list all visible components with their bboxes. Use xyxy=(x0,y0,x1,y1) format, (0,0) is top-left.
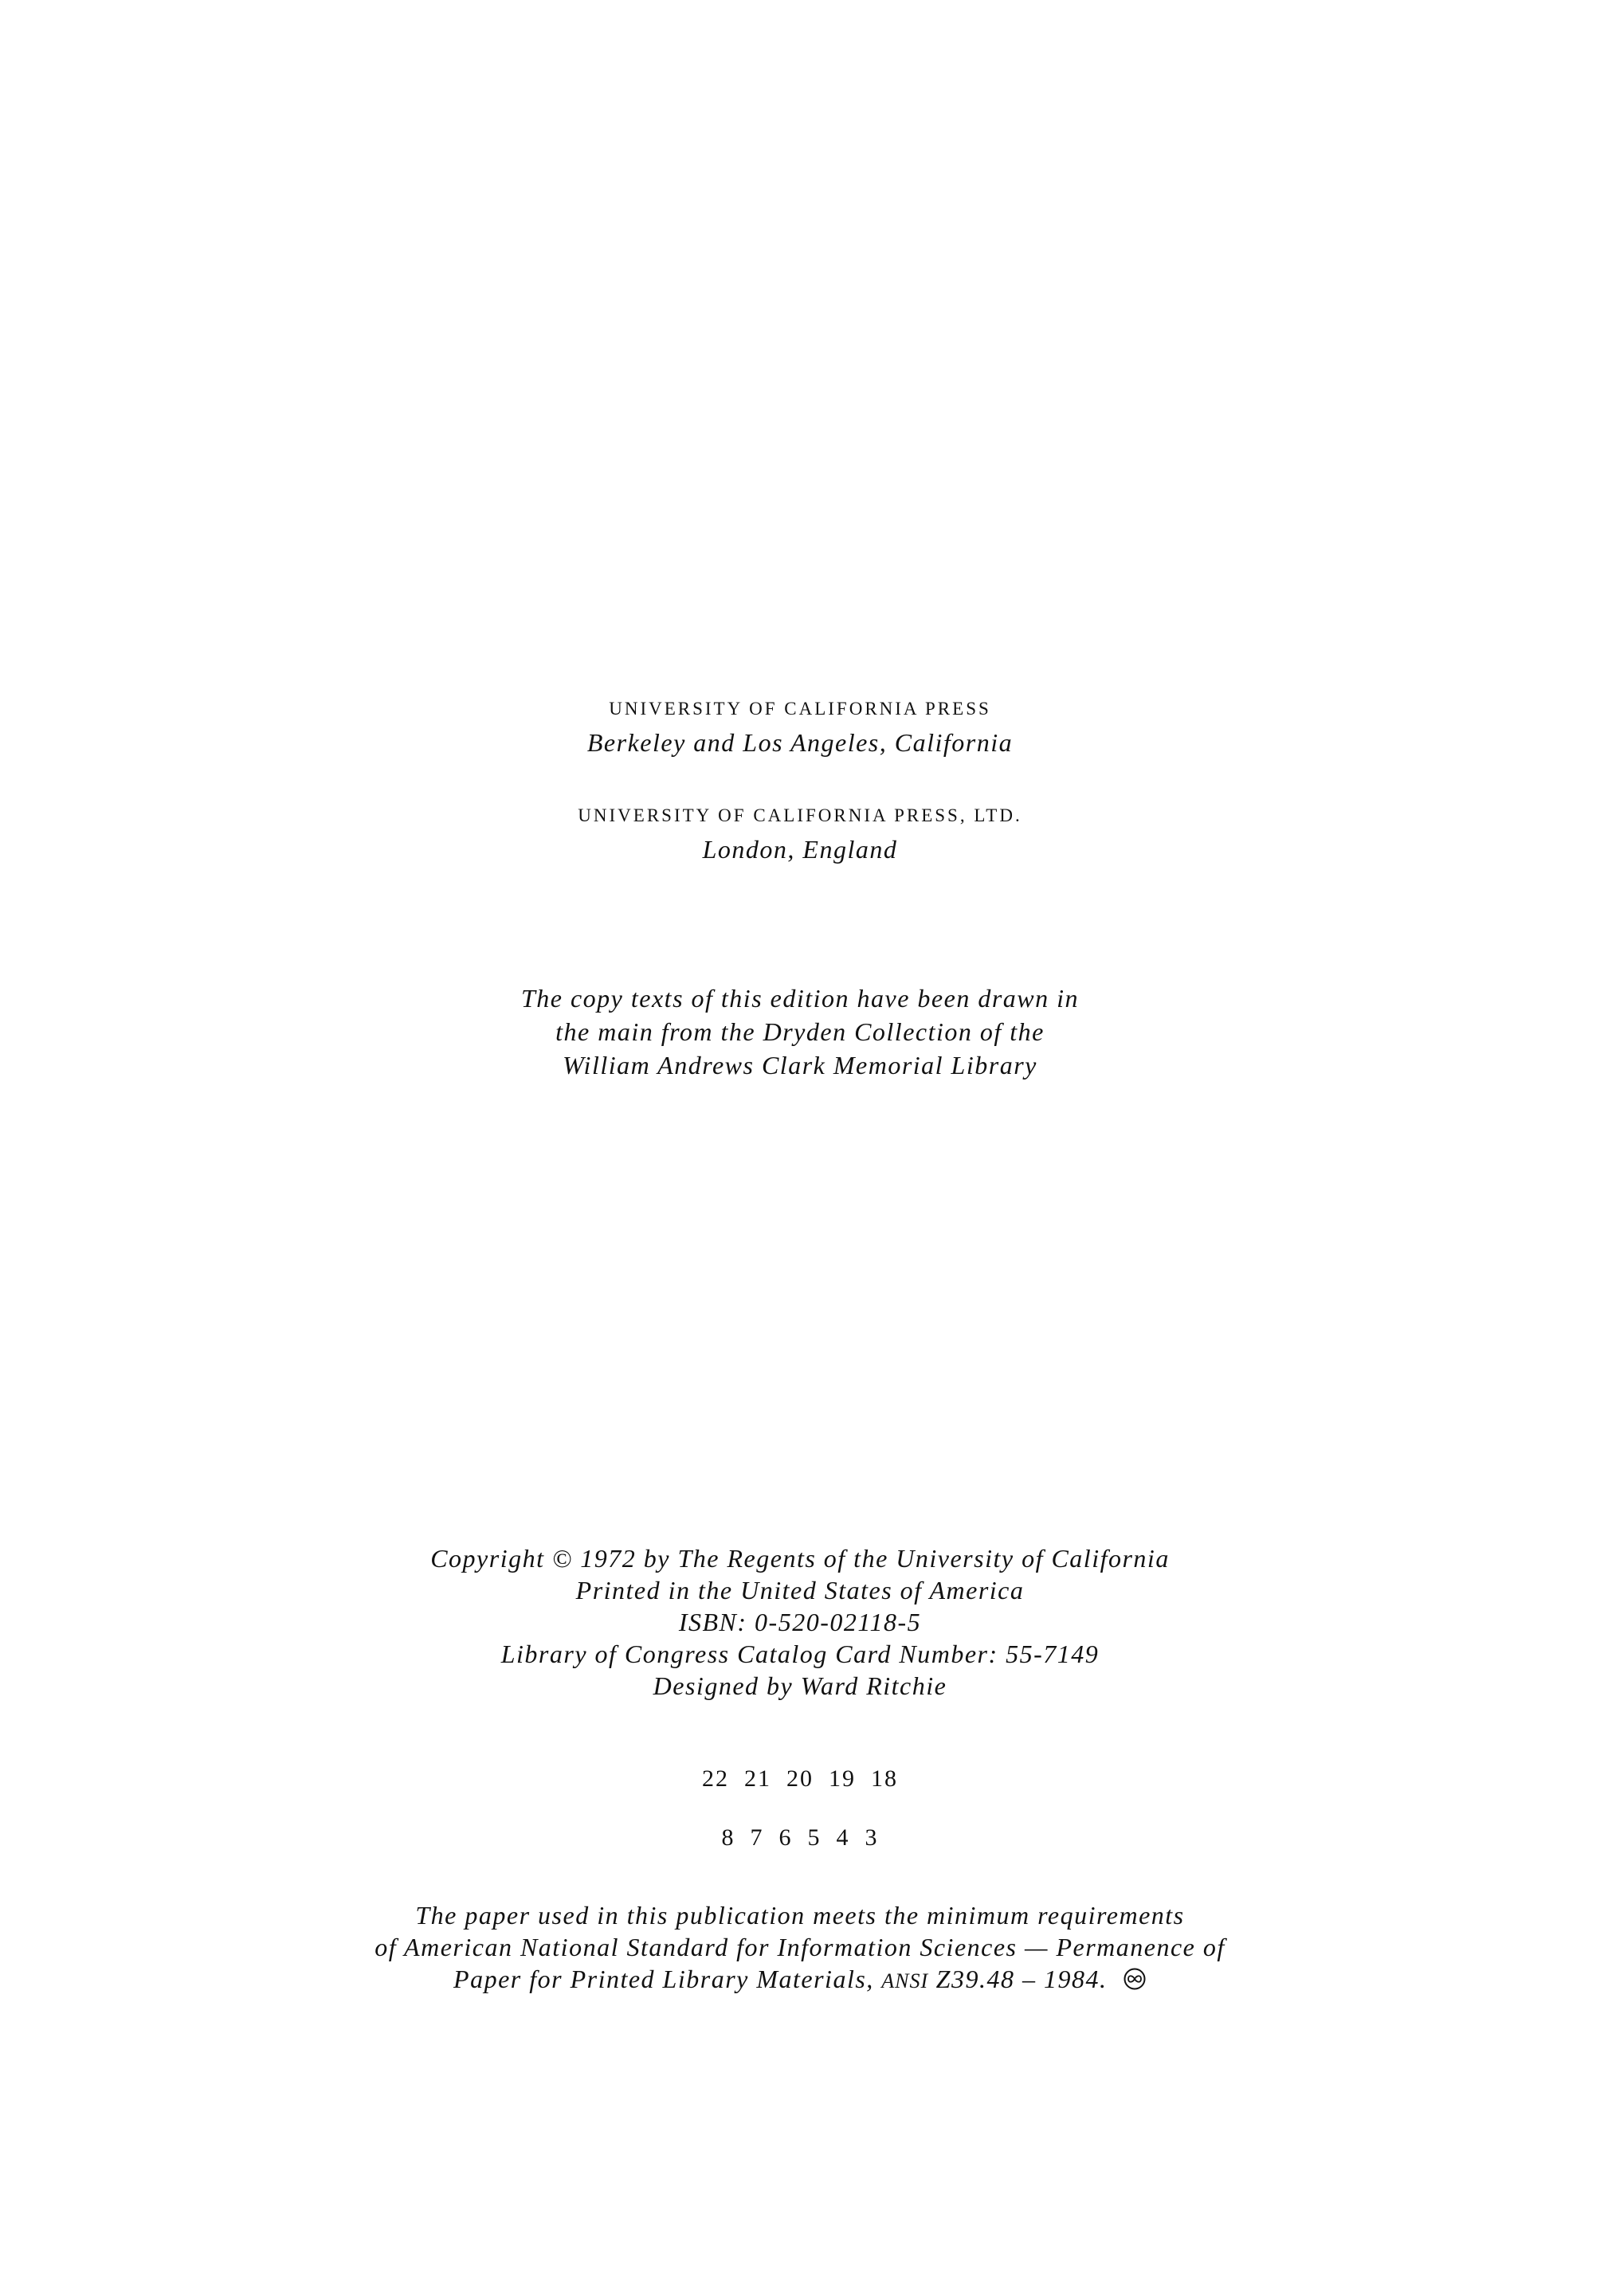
source-note-line: the main from the Dryden Collection of the xyxy=(555,1017,1045,1046)
source-note-line: The copy texts of this edition have been drawn in xyxy=(520,984,1080,1013)
printing-years: 22 21 20 19 18 xyxy=(702,1765,898,1792)
paper-permanence-note xyxy=(0,1899,1600,1998)
publisher-location: Berkeley and Los Angeles, California xyxy=(586,728,1014,757)
paper-note-line: of American National Standard for Information Sciences — Permanence of xyxy=(375,1933,1225,1961)
designer-line: Designed by Ward Ritchie xyxy=(653,1671,947,1700)
printing-numbers xyxy=(0,1749,1600,1867)
source-note xyxy=(0,981,1600,1082)
publisher-block-london xyxy=(0,800,1600,867)
paper-note-prefix: Paper for Printed Library Materials, xyxy=(453,1965,874,1993)
publisher-location: London, England xyxy=(702,835,898,864)
infinity-circle-icon xyxy=(1123,1966,1147,1998)
lccn-line: Library of Congress Catalog Card Number: 55-7149 xyxy=(500,1640,1100,1668)
publisher-block-berkeley xyxy=(0,693,1600,760)
printing-impressions: 8 7 6 5 4 3 xyxy=(721,1824,879,1851)
isbn-line: ISBN: 0-520-02118-5 xyxy=(678,1608,922,1636)
standard-number: Z39.48 – 1984. xyxy=(935,1965,1108,1993)
printed-in-line: Printed in the United States of America xyxy=(575,1576,1025,1604)
publisher-name: UNIVERSITY OF CALIFORNIA PRESS, LTD. xyxy=(578,805,1022,825)
ansi-label: ANSI xyxy=(881,1969,929,1992)
copyright-line: Copyright © 1972 by The Regents of the University of California xyxy=(430,1544,1170,1573)
copyright-block xyxy=(0,1542,1600,1702)
source-note-line: William Andrews Clark Memorial Library xyxy=(563,1051,1037,1079)
publisher-name: UNIVERSITY OF CALIFORNIA PRESS xyxy=(609,699,991,719)
paper-note-line xyxy=(0,1963,1600,1998)
paper-note-line: The paper used in this publication meets the minimum requirements xyxy=(415,1901,1185,1930)
